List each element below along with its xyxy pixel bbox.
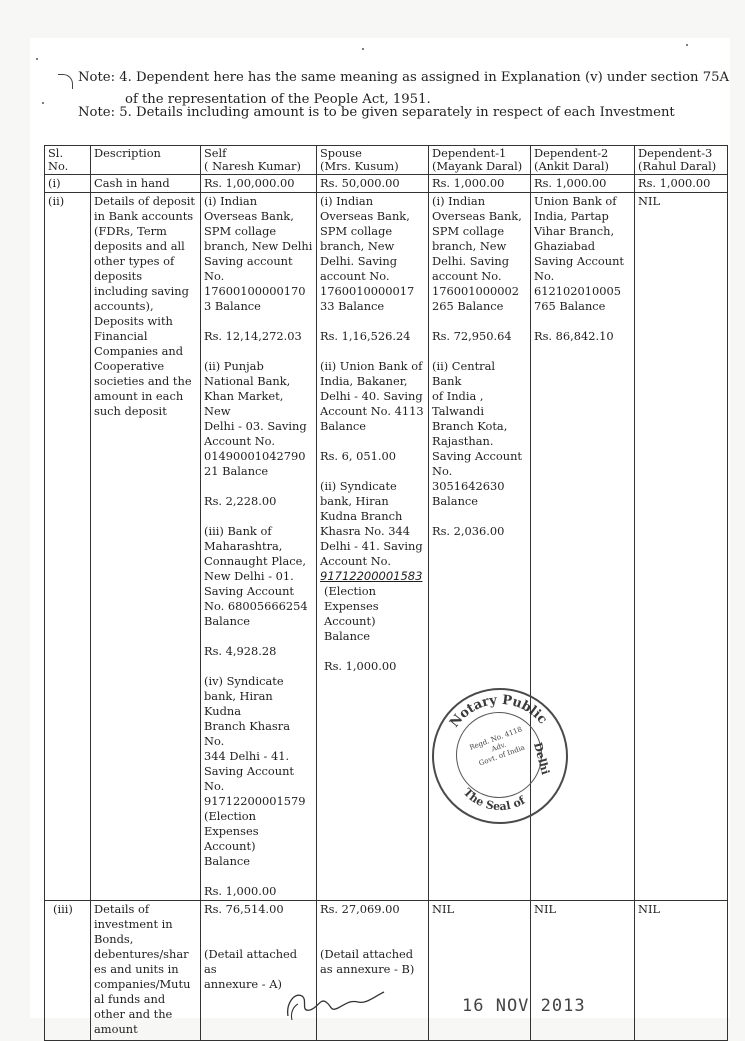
scan-speck [36,58,38,60]
note-4-line-2: of the representation of the People Act, 1951. [125,92,431,107]
self-deposit-1: (i) Indian Overseas Bank, SPM collage branch, New Delhi Saving account No. 17600100000170 3 Balance [204,194,313,313]
cell-dependent-1: NIL [429,901,531,1041]
self-deposit-3: (iii) Bank of Maharashtra, Connaught Place, New Delhi - 01. Saving Account No. 68005666254 Balance [204,524,308,628]
notary-stamp [432,688,568,824]
cell-description: Details of investment in Bonds, debentures/shar es and units in companies/Mutu al funds and other and the amount [91,901,201,1041]
self-deposit-4: (iv) Syndicate bank, Hiran Kudna Branch Khasra No. 344 Delhi - 41. Saving Account No. 91712200001579 (Election Expenses Account) Balance [204,674,306,868]
assets-table [44,145,728,1041]
cell-sl: (ii) [45,193,91,901]
table-row-bank-deposits [45,193,728,901]
header-spouse: Spouse (Mrs. Kusum) [317,146,429,175]
stamp-bottom-text: The Seal of [460,785,528,814]
spouse-deposit-2-amount: Rs. 6, 051.00 [320,449,397,463]
table-row-cash [45,175,728,193]
header-sl-no: Sl. No. [45,146,91,175]
header-dependent-2: Dependent-2 (Ankit Daral) [531,146,635,175]
self-deposit-2: (ii) Punjab National Bank, Khan Market, New Delhi - 03. Saving Account No. 01490001042790 21 Balance [204,359,307,478]
cell-dependent-3: Rs. 1,000.00 [635,175,728,193]
cell-dependent-1: Rs. 1,000.00 [429,175,531,193]
note-4-line-1: Note: 4. Dependent here has the same meaning as assigned in Explanation (v) under section 75A [78,70,730,85]
scan-speck [362,48,364,50]
header-self: Self ( Naresh Kumar) [201,146,317,175]
dep1-deposit-1: (i) Indian Overseas Bank, SPM collage branch, New Delhi. Saving account No. 176001000002 265 Balance [432,194,522,313]
self-investment-note: (Detail attached as annexure - A) [204,947,298,991]
spouse-deposit-3: (ii) Syndicate bank, Hiran Kudna Branch Khasra No. 344 Delhi - 41. Saving Account No. [320,479,423,568]
stamp-city-text: Delhi [531,740,553,777]
date-stamp: 16 NOV 2013 [462,996,586,1016]
cell-dependent-3: NIL [635,901,728,1041]
spouse-deposit-3-note: (Election Expenses Account) Balance [324,584,379,643]
header-dependent-3: Dependent-3 (Rahul Daral) [635,146,728,175]
self-deposit-3-amount: Rs. 4,928.28 [204,644,277,658]
scan-speck [42,102,44,104]
cell-spouse: Rs. 50,000.00 [317,175,429,193]
spouse-investment-note: (Detail attached as annexure - B) [320,947,415,976]
svg-text:The Seal of [461,786,529,813]
dep1-deposit-1-amount: Rs. 72,950.64 [432,329,512,343]
dep1-deposit-2-amount: Rs. 2,036.00 [432,524,505,538]
spouse-investment-amount: Rs. 27,069.00 [320,902,400,916]
header-dependent-1: Dependent-1 (Mayank Daral) [429,146,531,175]
self-deposit-2-amount: Rs. 2,228.00 [204,494,277,508]
spouse-deposit-3-handwritten-account: 91712200001583 [320,569,423,583]
table-header-row [45,146,728,175]
cell-dependent-2: NIL [531,901,635,1041]
stamp-middle-text: Regd. No. 4118 Adv. Govt. of India [468,725,526,768]
header-description: Description [91,146,201,175]
cell-sl: (iii) [45,901,91,1041]
scan-speck [686,44,688,46]
cell-spouse [317,193,429,901]
spouse-deposit-2: (ii) Union Bank of India, Bakaner, Delhi - 40. Saving Account No. 4113 Balance [320,359,424,433]
cell-description: Details of deposit in Bank accounts (FDRs, Term deposits and all other types of deposits including saving accounts), Deposits with Financial Companies and Cooperative societies and the amount in each such deposit [91,193,201,901]
spouse-deposit-1-amount: Rs. 1,16,526.24 [320,329,411,343]
dep2-deposit-1: Union Bank of India, Partap Vihar Branch, Ghaziabad Saving Account No. 612102010005 765 Balance [534,194,625,313]
cell-description: Cash in hand [91,175,201,193]
cell-self: Rs. 1,00,000.00 [201,175,317,193]
cell-self [201,193,317,901]
cell-sl: (i) [45,175,91,193]
dep2-deposit-1-amount: Rs. 86,842.10 [534,329,614,343]
cell-dependent-3: NIL [635,193,728,901]
cell-dependent-2: Rs. 1,000.00 [531,175,635,193]
self-investment-amount: Rs. 76,514.00 [204,902,284,916]
signature [280,982,390,1022]
spouse-deposit-3-amount: Rs. 1,000.00 [324,659,397,673]
stamp-top-text: Notary Public [447,692,550,731]
spouse-deposit-1: (i) Indian Overseas Bank, SPM collage branch, New Delhi. Saving account No. 1760010000017 33 Balance [320,194,415,313]
self-deposit-1-amount: Rs. 12,14,272.03 [204,329,302,343]
self-deposit-4-amount: Rs. 1,000.00 [204,884,277,898]
dep1-deposit-2: (ii) Central Bank of India , Talwandi Branch Kota, Rajasthan. Saving Account No. 3051642630 Balance [432,359,523,508]
note-5: Note: 5. Details including amount is to be given separately in respect of each Investment [78,105,675,120]
